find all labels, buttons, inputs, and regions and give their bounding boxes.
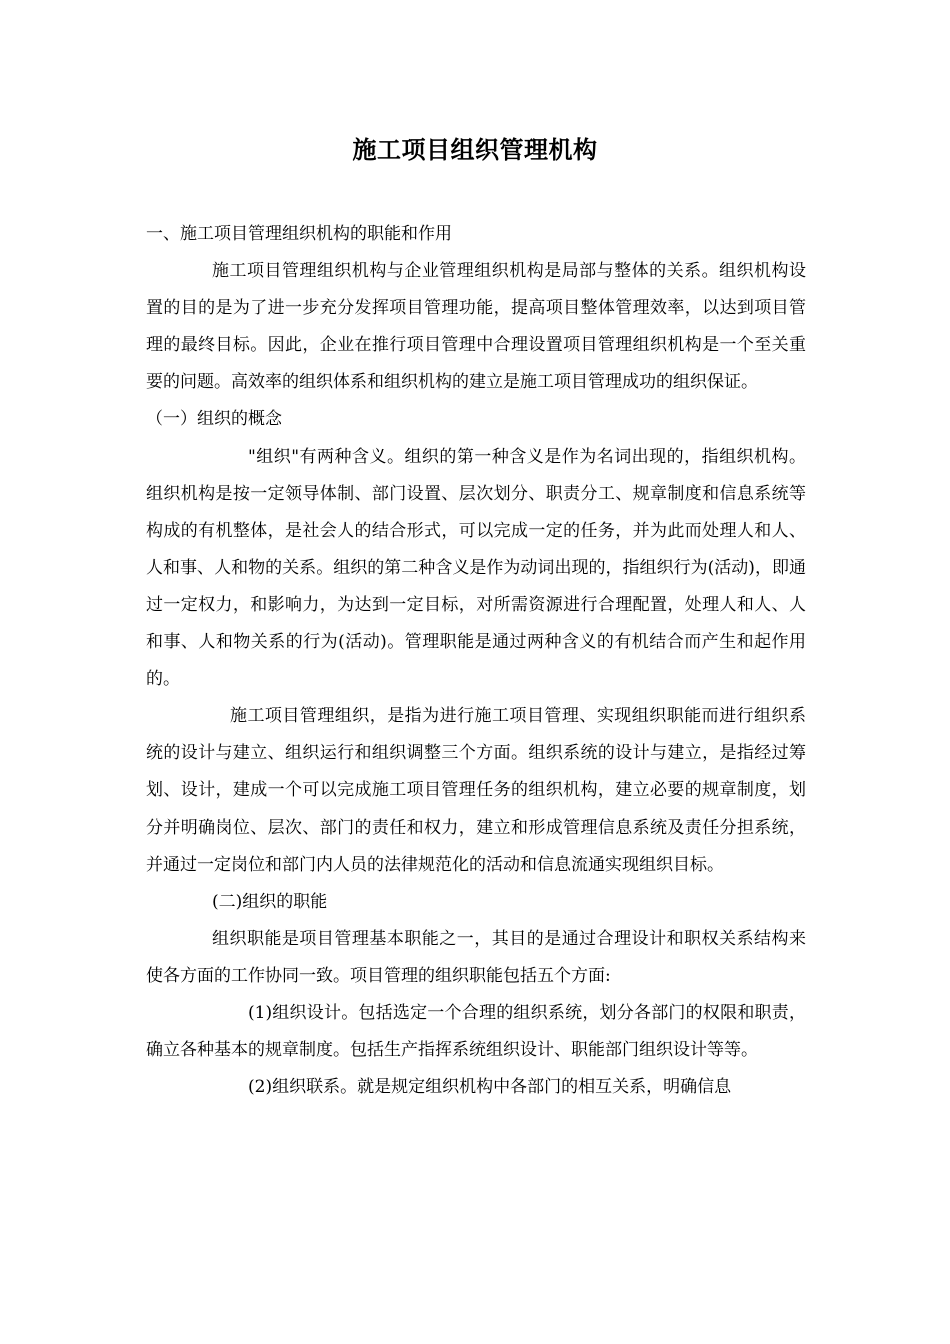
section-heading-1: 一、施工项目管理组织机构的职能和作用 <box>146 224 452 244</box>
section-heading-1-1: （一）组织的概念 <box>146 409 282 430</box>
section-heading-1-2: (二)组织的职能 <box>212 891 328 912</box>
paragraph-1: 施工项目管理组织机构与企业管理组织机构是局部与整体的关系。组织机构设置的目的是为了进一步充分发挥项目管理功能，提高项目整体管理效率，以达到项目管理的最终目标。因此，企业在推行项目管理中合理设置项目管理组织机构是一个至关重要的问题。高效率的组织体系和组织机构的建立是施工项目管理成功的组织保证。 <box>146 261 806 393</box>
document-body <box>146 216 806 1106</box>
paragraph-4: 组织职能是项目管理基本职能之一，其目的是通过合理设计和职权关系结构来使各方面的工作协同一致。项目管理的组织职能包括五个方面: <box>146 928 806 986</box>
paragraph-5: (1)组织设计。包括选定一个合理的组织系统，划分各部门的权限和职责，确立各种基本的规章制度。包括生产指挥系统组织设计、职能部门组织设计等等。 <box>146 1002 806 1061</box>
document-title: 施工项目组织管理机构 <box>352 135 598 164</box>
paragraph-6: (2)组织联系。就是规定组织机构中各部门的相互关系，明确信息 <box>248 1077 732 1098</box>
paragraph-2: "组织"有两种含义。组织的第一种含义是作为名词出现的，指组织机构。组织机构是按一定领导体制、部门设置、层次划分、职责分工、规章制度和信息系统等构成的有机整体，是社会人的结合形式，可以完成一定的任务，并为此而处理人和人、人和事、人和物的关系。组织的第二种含义是作为动词出现的，指组织行为(活动)，即通过一定权力，和影响力，为达到一定目标，对所需资源进行合理配置，处理人和人、人和事、人和物关系的行为(活动)。管理职能是通过两种含义的有机结合而产生和起作用的。 <box>146 446 806 690</box>
paragraph-3: 施工项目管理组织，是指为进行施工项目管理、实现组织职能而进行组织系统的设计与建立、组织运行和组织调整三个方面。组织系统的设计与建立，是指经过筹划、设计，建成一个可以完成施工项目管理任务的组织机构，建立必要的规章制度，划分并明确岗位、层次、部门的责任和权力，建立和形成管理信息系统及责任分担系统，并通过一定岗位和部门内人员的法律规范化的活动和信息流通实现组织目标。 <box>146 706 806 875</box>
